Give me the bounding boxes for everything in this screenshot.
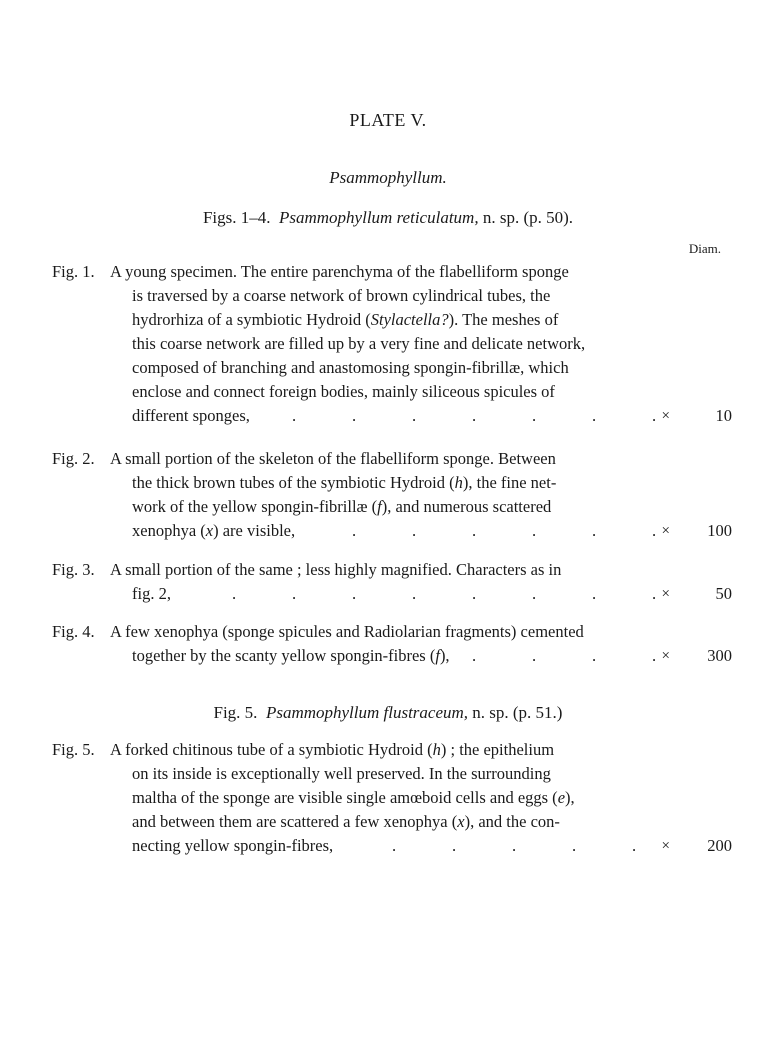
figure-entry-3: Fig. 3. A small portion of the same ; less highly magnified. Characters as in fig. 2, . . . . . . . . × 50	[52, 558, 732, 606]
genus-heading: Psammophyllum.	[329, 168, 447, 187]
figure-label: Fig. 2.	[52, 449, 95, 468]
figure-entry-4: Fig. 4. A few xenophya (sponge spicules and Radiolarian fragments) cemented together by the scanty yellow spongin-fibres (f), . . . . × 300	[52, 620, 732, 668]
figure-label: Fig. 1.	[52, 262, 95, 281]
dot-leaders: . . . .	[471, 646, 657, 665]
dot-leaders: . . . . . . . .	[231, 584, 657, 603]
magnification-value: 300	[707, 646, 732, 665]
dot-leaders: . . . . . .	[351, 521, 657, 540]
dot-leaders: . . . . .	[391, 836, 637, 855]
magnification-value: 10	[715, 406, 732, 425]
plate-title: PLATE V.	[349, 110, 427, 130]
magnification-value: 50	[715, 584, 732, 603]
times-symbol: ×	[661, 838, 670, 854]
dot-leaders: . . . . . . .	[291, 406, 657, 425]
diameter-column-header: Diam.	[688, 241, 721, 256]
times-symbol: ×	[661, 408, 670, 424]
figure-entry-1: Fig. 1. A young specimen. The entire parenchyma of the flabelliform sponge is traversed by a coarse network of brown cylindrical tubes, the hydrorhiza of a symbiotic Hydroid (Stylactella?). The meshes of this coarse network are filled up by a very fine and delicate network, composed of branching and anastomosing spongin-fibrillæ, which enclose and connect foreign bodies, mainly siliceous spicules of different sponges, . . . . . . . × 10	[52, 260, 732, 428]
figure-label: Fig. 4.	[52, 622, 95, 641]
times-symbol: ×	[661, 648, 670, 664]
section-heading-fig-5: Fig. 5. Psammophyllum flustraceum, n. sp. (p. 51.)	[213, 703, 563, 722]
magnification-value: 200	[707, 836, 732, 855]
section-heading-figs-1-4: Figs. 1–4. Psammophyllum reticulatum, n. sp. (p. 50).	[202, 208, 574, 227]
figure-label: Fig. 3.	[52, 560, 95, 579]
figure-entry-5: Fig. 5. A forked chitinous tube of a symbiotic Hydroid (h) ; the epithelium on its inside is exceptionally well preserved. In the surrounding maltha of the sponge are visible single amœboid cells and eggs (e), and between them are scattered a few xenophya (x), and the con- necting yellow spongin-fibres, . . . . . × 200	[52, 738, 732, 858]
figure-entry-2: Fig. 2. A small portion of the skeleton of the flabelliform sponge. Between the thick brown tubes of the symbiotic Hydroid (h), the fine net- work of the yellow spongin-fibrillæ (f), and numerous scattered xenophya (x) are visible, . . . . . . × 100	[52, 447, 732, 543]
times-symbol: ×	[661, 523, 670, 539]
times-symbol: ×	[661, 586, 670, 602]
figure-label: Fig. 5.	[52, 740, 95, 759]
magnification-value: 100	[707, 521, 732, 540]
